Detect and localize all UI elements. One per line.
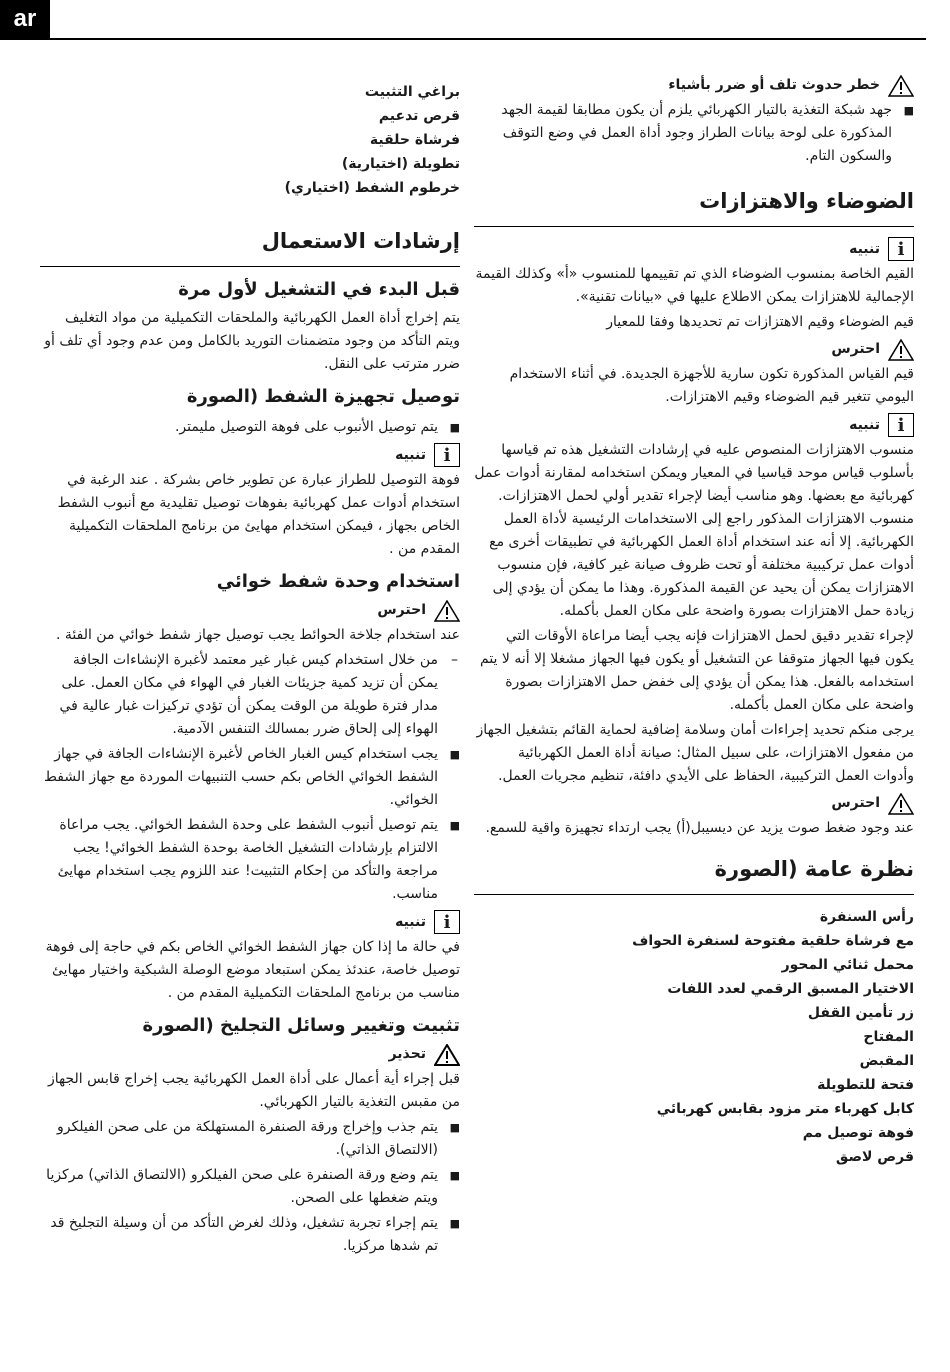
parts-item: قرص تدعيم [378, 108, 460, 124]
right-column [474, 70, 914, 1169]
overview-item: فوهة توصيل مم [802, 1125, 914, 1141]
overview-item: المفتاح [863, 1029, 914, 1045]
note3-label-row [40, 443, 460, 467]
note3-text: فوهة التوصيل للطراز عبارة عن تطوير خاص بشركة . عند الرغبة في استخدام أدوات عمل كهربائية بفوهات توصيل تقليدية مع أنبوب الشفط الخاص بجهاز ، فيمكن استخدام مهايئ من برنامج الملحقات التكميلية المقدم من . [57, 472, 460, 557]
overview-item: فتحة للتطويلة [817, 1077, 914, 1093]
caution1-text: قيم القياس المذكورة تكون سارية للأجهزة الجديدة. في أثناء الاستخدام اليومي تتغير قيم الضوضاء وقيم الاهتزازات. [509, 366, 914, 405]
caution2-label: احترس [831, 795, 880, 811]
overview-rule [474, 894, 914, 895]
warning-label-row [40, 1043, 460, 1066]
overview-item: كابل كهرباء متر مزود بقابس كهربائي [656, 1101, 914, 1117]
overview-list [474, 905, 914, 1169]
note2-label: تنبيه [849, 416, 880, 433]
overview-heading: نظرة عامة (الصورة [714, 857, 914, 881]
noise-heading: الضوضاء والاهتزازات [699, 189, 914, 213]
caution1-label-row [474, 338, 914, 361]
mount-bullet: ■ يتم جذب وإخراج ورقة الصنفرة المستهلكة من على صحن الفيلكرو (الالتصاق الذاتي). [40, 1116, 460, 1162]
vac-bullet: ■ يتم توصيل أنبوب الشفط على وحدة الشفط الخوائي. يجب مراعاة الالتزام بإرشادات التشغيل الخاصة بوحدة الشفط الخوائي! يجب مراجعة والتأكد من إحكام التثبيت! عند اللزوم يجب استخدام مهايئ مناسب. [40, 814, 460, 906]
parts-item: تطويلة (اختيارية) [341, 156, 460, 172]
parts-list [40, 80, 460, 200]
damage-warning-label [474, 74, 914, 97]
language-tab: ar [0, 0, 50, 38]
mount-bullet: ■ يتم إجراء تجربة تشغيل، وذلك لغرض التأكد من أن وسيلة التجليخ قد تم شدها مركزيا. [40, 1212, 460, 1258]
caution3-label-row [40, 599, 460, 622]
usage-rule [40, 266, 460, 267]
note4-text: في حالة ما إذا كان جهاز الشفط الخوائي الخاص بكم في حاجة إلى فوهة توصيل خاصة، عندئذ يمكن استبعاد موضع الوصلة الشبكية واختيار مهايئ مناسب من برنامج الملحقات التكميلية المقدم من . [45, 939, 460, 1001]
vac-bullet: ■ يجب استخدام كيس الغبار الخاص لأغبرة الإنشاءات الجافة في جهاز الشفط الخوائي الخاص بكم حسب التنبيهات الموردة مع جهاز الشفط الخوائي. [40, 743, 460, 812]
noise-rule [474, 226, 914, 227]
info-icon: i [888, 413, 914, 437]
note2-text2: لإجراء تقدير دقيق لحمل الاهتزازات فإنه يجب أيضا مراعاة الأوقات التي يكون فيها الجهاز متوقفا عن التشغيل أو يكون فيها الجهاز مشغلا إلا أنه لا يتم استخدامه بالفعل. هذا يمكن أن يؤدي إلى خفض حمل الاهتزازات بصورة واضحة على مكان العمل بأكمله. [480, 628, 914, 713]
info-icon: i [434, 443, 460, 467]
overview-item: قرص لاصق [835, 1149, 914, 1165]
damage-warning-title: خطر حدوث تلف أو ضرر بأشياء [668, 77, 880, 93]
warning-text: قبل إجراء أية أعمال على أداة العمل الكهربائية يجب إخراج قابس الجهاز من مقبس التغذية بالتيار الكهربائي. [48, 1071, 460, 1110]
overview-item: زر تأمين القفل [807, 1005, 914, 1021]
warning-triangle-icon [434, 1044, 460, 1066]
note2-label-row [474, 413, 914, 437]
overview-item: المقبض [859, 1053, 914, 1069]
caution-triangle-icon [888, 793, 914, 815]
caution3-text: عند استخدام جلاخة الحوائط يجب توصيل جهاز شفط خوائي من الفئة . [55, 627, 460, 643]
noise-values-text: قيم الضوضاء وقيم الاهتزازات تم تحديدها وفقا للمعيار [606, 314, 914, 330]
info-icon: i [434, 910, 460, 934]
caution1-label: احترس [831, 341, 880, 357]
caution-triangle-icon [888, 339, 914, 361]
dust-dash-item: – من خلال استخدام كيس غبار غير معتمد لأغبرة الإنشاءات الجافة يمكن أن تزيد كمية جزيئات الغبار في الهواء في مكان العمل. على مدار فترة طويلة من الوقت يمكن أن تؤدي تركيزات غبار عالية في الهواء إلى إلحاق ضرر بمسالك التنفس الآدمية. [40, 649, 460, 741]
note4-label: تنبيه [395, 913, 426, 930]
left-column [40, 70, 460, 1260]
overview-item: رأس السنفرة [819, 909, 914, 925]
caution-triangle-icon [434, 600, 460, 622]
damage-warning-text: ■ جهد شبكة التغذية بالتيار الكهربائي يلزم أن يكون مطابقا لقيمة الجهد المذكورة على لوحة بيانات الطراز وجود أداة العمل في وضع التوقف والسكون التام. [474, 99, 914, 168]
overview-item: مع فرشاة حلقية مفتوحة لسنفرة الحواف [632, 933, 914, 949]
vac-heading: استخدام وحدة شفط خوائي [216, 571, 460, 592]
caution2-text: عند وجود ضغط صوت يزيد عن ديسيبل(أ) يجب ارتداء تجهيزة واقية للسمع. [485, 820, 914, 836]
parts-item: فرشاة حلقية [369, 132, 460, 148]
note1-text: القيم الخاصة بمنسوب الضوضاء الذي تم تقييمها للمنسوب «أ» وكذلك القيمة الإجمالية للاهتزازات يمكن الاطلاع عليها في «بيانات تقنية». [475, 266, 914, 305]
first-use-text: يتم إخراج أداة العمل الكهربائية والملحقات التكميلية من مواد التغليف ويتم التأكد من وجود متضمنات التوريد بالكامل ومن عدم وجود أي تلف أو ضرر مترتب على النقل. [44, 310, 460, 372]
usage-heading: إرشادات الاستعمال [261, 229, 460, 253]
warning-triangle-icon [888, 75, 914, 97]
parts-item: براغي التثبيت [364, 84, 460, 100]
note1-label: تنبيه [849, 240, 880, 257]
overview-item: الاختيار المسبق الرقمي لعدد اللفات [667, 981, 914, 997]
info-icon: i [888, 237, 914, 261]
caution2-label-row [474, 792, 914, 815]
parts-item: خرطوم الشفط (اختياري) [284, 180, 460, 196]
header-rule [0, 38, 926, 40]
note1-label-row [474, 237, 914, 261]
note3-label: تنبيه [395, 446, 426, 463]
suction-bullet: ■ يتم توصيل الأنبوب على فوهة التوصيل مليمتر. [40, 416, 460, 439]
mount-heading: تثبيت وتغيير وسائل التجليخ (الصورة [142, 1015, 460, 1036]
note2-text3: يرجى منكم تحديد إجراءات أمان وسلامة إضافية لحماية القائم بتشغيل الجهاز من مفعول الاهتزازات، على سبيل المثال: صيانة أداة العمل الكهربائية وأدوات العمل التركيبية، الحفاظ على الأيدي دافئة، تنظيم مجريات العمل. [476, 722, 914, 784]
caution3-label: احترس [377, 602, 426, 618]
note4-label-row [40, 910, 460, 934]
first-use-heading: قبل البدء في التشغيل لأول مرة [178, 279, 460, 300]
suction-heading: توصيل تجهيزة الشفط (الصورة [186, 386, 460, 407]
overview-item: محمل ثنائي المحور [781, 957, 914, 973]
warning-label: تحذير [388, 1046, 426, 1062]
note2-text: منسوب الاهتزازات المنصوص عليه في إرشادات التشغيل هذه تم قياسها بأسلوب قياس موحد قياسيا في المعيار ويمكن استخدامه لمقارنة أدوات عمل كهربائية مع بعضها. وهو مناسب أيضا لإجراء تقدير أولي لحمل الاهتزازات. منسوب الاهتزازات المذكور راجع إلى الاستخدامات الرئيسية لأداة العمل الكهربائية. إلا أنه عند استخدام أداة العمل الكهربائية في تطبيقات أخرى مع أدوات عمل تركيبية مختلفة أو تحت ظروف صيانة غير كافية، فإن منسوب الاهتزازات يمكن أن يحيد عن القيمة المذكورة. وهذا ما يمكن أن يؤدي إلى زيادة حمل الاهتزازات بصورة واضحة على مكان العمل بأكمله. [474, 442, 914, 619]
mount-bullet: ■ يتم وضع ورقة الصنفرة على صحن الفيلكرو (الالتصاق الذاتي) مركزيا ويتم ضغطها على الصحن. [40, 1164, 460, 1210]
